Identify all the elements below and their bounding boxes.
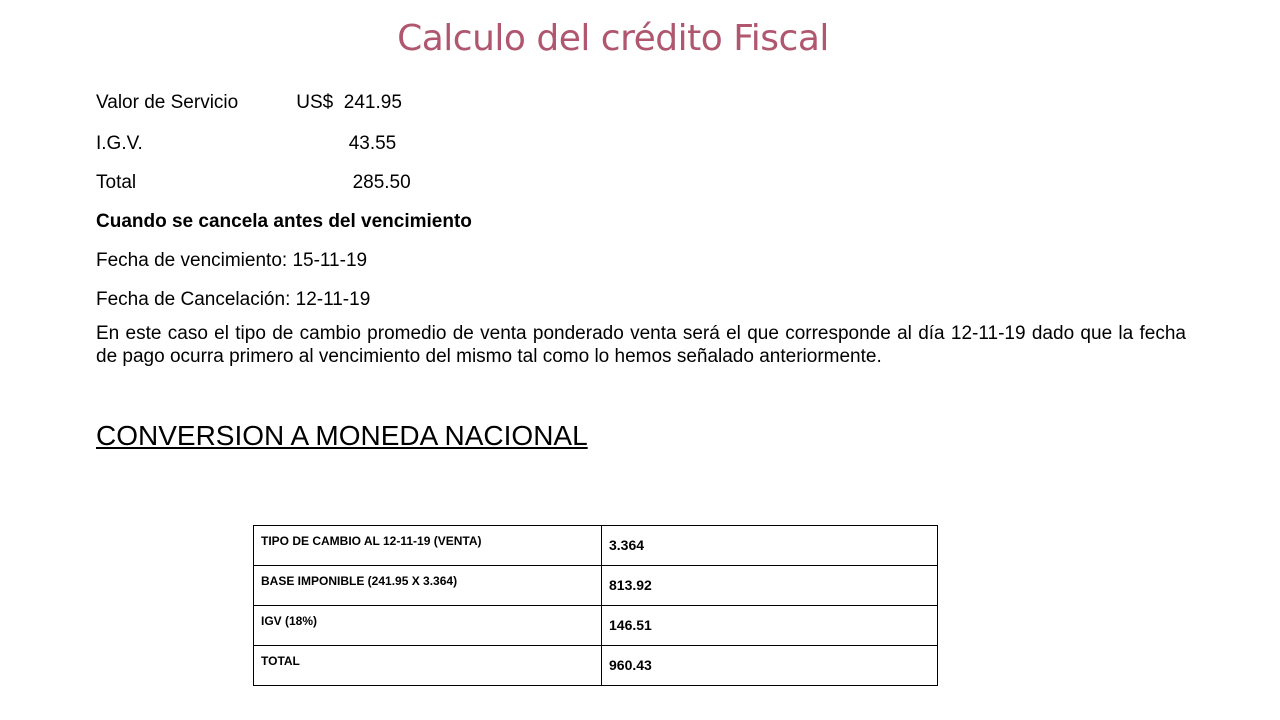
row-value: 146.51 — [602, 606, 938, 646]
row-value: 813.92 — [602, 566, 938, 606]
total-line: Total 285.50 — [96, 172, 411, 193]
row-label: TOTAL — [254, 646, 602, 686]
row-value: 3.364 — [602, 526, 938, 566]
cuando-heading: Cuando se cancela antes del vencimiento — [96, 211, 472, 232]
table-row — [254, 566, 938, 606]
row-value: 960.43 — [602, 646, 938, 686]
row-label: TIPO DE CAMBIO AL 12-11-19 (VENTA) — [254, 526, 602, 566]
fecha-cancelacion-line: Fecha de Cancelación: 12-11-19 — [96, 289, 371, 310]
conversion-table — [253, 525, 938, 686]
valor-servicio-line: Valor de Servicio US$ 241.95 — [96, 92, 402, 113]
table-row — [254, 606, 938, 646]
fecha-vencimiento-line: Fecha de vencimiento: 15-11-19 — [96, 250, 368, 271]
row-label: BASE IMPONIBLE (241.95 X 3.364) — [254, 566, 602, 606]
table-row — [254, 646, 938, 686]
igv-line: I.G.V. 43.55 — [96, 133, 397, 154]
conversion-heading: CONVERSION A MONEDA NACIONAL — [96, 420, 588, 451]
table-row — [254, 526, 938, 566]
explanation-paragraph: En este caso el tipo de cambio promedio de venta ponderado venta será el que corresponde al día 12-11-19 dado que la fecha de pago ocurra primero al vencimiento del mismo tal como lo hemos señalado anteriormente. — [96, 323, 1186, 367]
page-title: Calculo del crédito Fiscal — [397, 18, 829, 59]
row-label: IGV (18%) — [254, 606, 602, 646]
